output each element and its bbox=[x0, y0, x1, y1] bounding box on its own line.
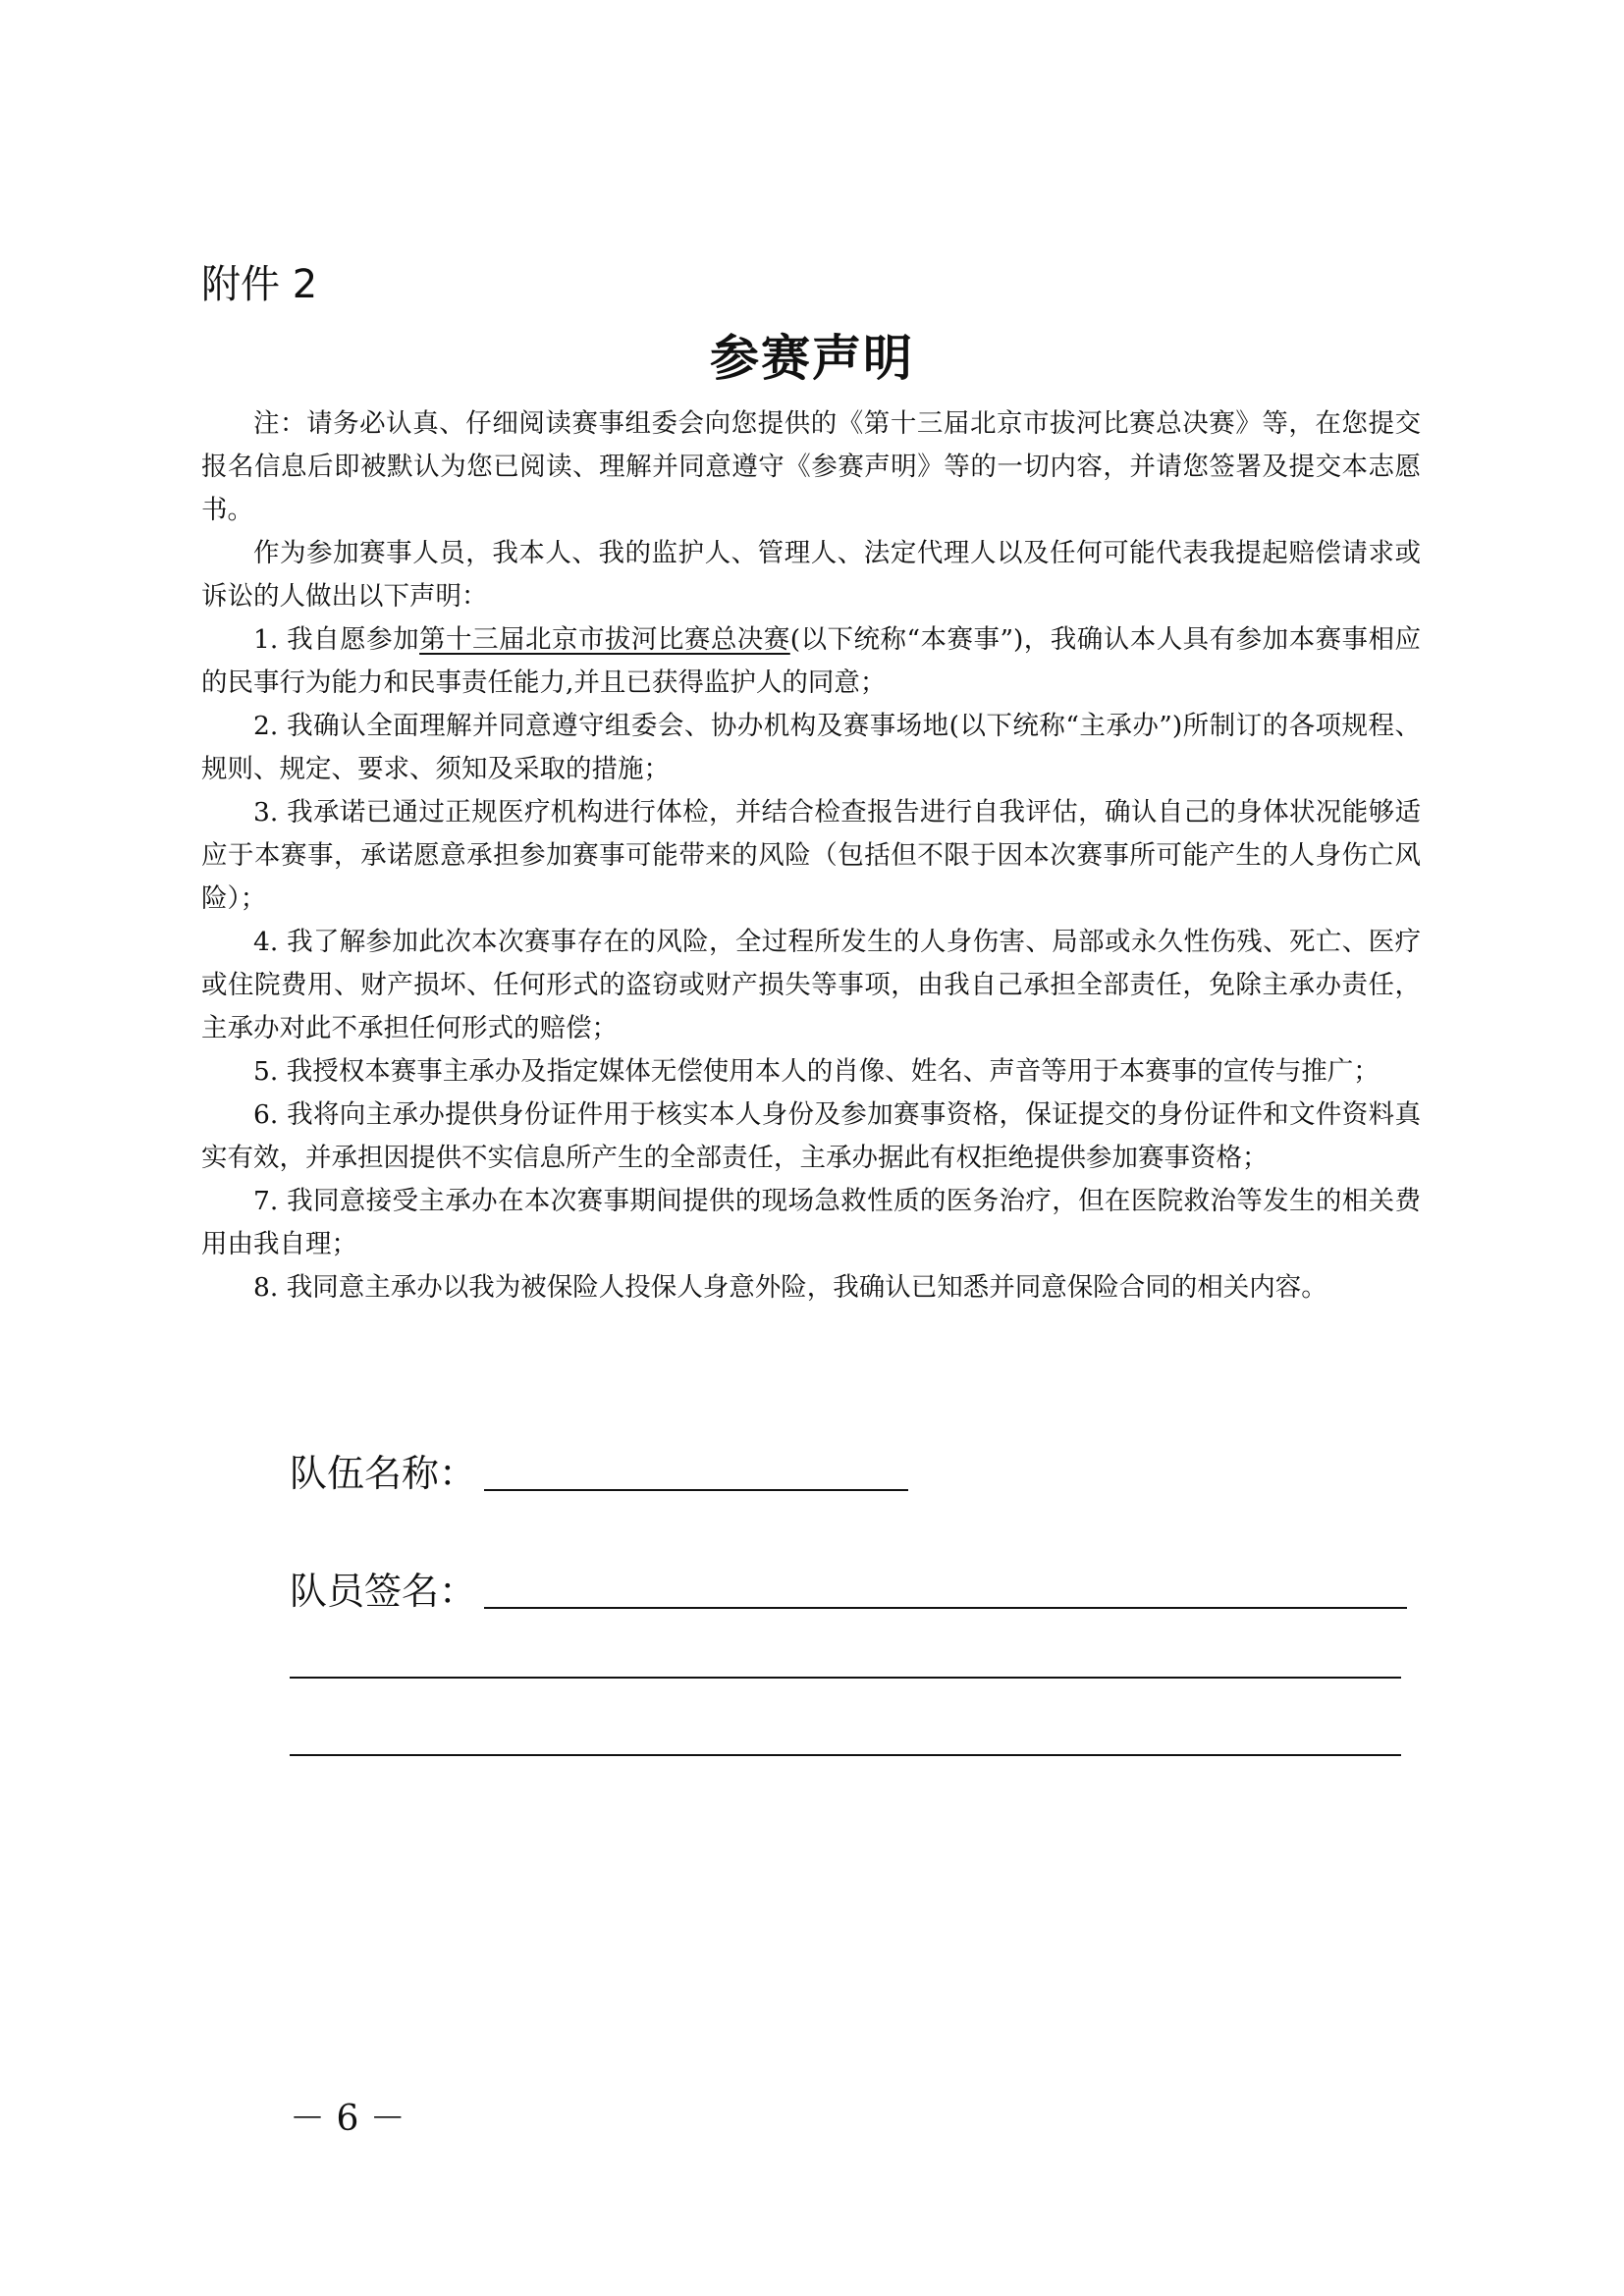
item-4: 4. 我了解参加此次本次赛事存在的风险，全过程所发生的人身伤害、局部或永久性伤残、死亡、医疗或住院费用、财产损坏、任何形式的盗窃或财产损失等事项，由我自己承担全部责任，免除主承办责任，主承办对此不承担任何形式的赔偿； bbox=[201, 927, 1421, 1043]
item-1-prefix: 1. 我自愿参加 bbox=[253, 624, 420, 655]
item-6: 6. 我将向主承办提供身份证件用于核实本人身份及参加赛事资格，保证提交的身份证件和文件资料真实有效，并承担因提供不实信息所产生的全部责任，主承办据此有权拒绝提供参加赛事资格； bbox=[201, 1099, 1421, 1173]
intro-paragraph: 作为参加赛事人员，我本人、我的监护人、管理人、法定代理人以及任何可能代表我提起赔偿请求或诉讼的人做出以下声明： bbox=[201, 538, 1421, 612]
item-5: 5. 我授权本赛事主承办及指定媒体无偿使用本人的肖像、姓名、声音等用于本赛事的宣传与推广； bbox=[253, 1056, 1380, 1087]
item-7: 7. 我同意接受主承办在本次赛事期间提供的现场急救性质的医务治疗，但在医院救治等发生的相关费用由我自理； bbox=[201, 1186, 1421, 1259]
declaration-body bbox=[201, 402, 1421, 1309]
page-title: 参赛声明 bbox=[710, 329, 914, 387]
member-sign-line-1[interactable] bbox=[484, 1607, 1407, 1609]
item-1-suffix: (以下统称“本赛事”)，我确认本人具有参加本赛事相应的民事行为能力和民事责任能力,并且已获得监护人的同意； bbox=[201, 624, 1421, 698]
page-number: － 6 － bbox=[290, 2099, 406, 2139]
event-name: 第十三届北京市拔河比赛总决赛 bbox=[419, 624, 790, 655]
team-name-input-line[interactable] bbox=[484, 1489, 908, 1491]
note-paragraph: 注：请务必认真、仔细阅读赛事组委会向您提供的《第十三届北京市拔河比赛总决赛》等，在您提交报名信息后即被默认为您已阅读、理解并同意遵守《参赛声明》等的一切内容，并请您签署及提交本志愿书。 bbox=[201, 408, 1421, 525]
team-name-label: 队伍名称： bbox=[290, 1452, 477, 1495]
item-2: 2. 我确认全面理解并同意遵守组委会、协办机构及赛事场地(以下统称“主承办”)所制订的各项规程、规则、规定、要求、须知及采取的措施； bbox=[201, 711, 1421, 784]
item-3: 3. 我承诺已通过正规医疗机构进行体检，并结合检查报告进行自我评估，确认自己的身体状况能够适应于本赛事，承诺愿意承担参加赛事可能带来的风险（包括但不限于因本次赛事所可能产生的人身伤亡风险）； bbox=[201, 797, 1421, 914]
item-1 bbox=[201, 618, 1421, 705]
item-8: 8. 我同意主承办以我为被保险人投保人身意外险，我确认已知悉并同意保险合同的相关内容。 bbox=[253, 1272, 1327, 1303]
member-sign-label: 队员签名： bbox=[290, 1570, 477, 1613]
member-sign-field bbox=[290, 1561, 1407, 1615]
member-sign-line-2[interactable] bbox=[290, 1677, 1401, 1679]
attachment-label: 附件 2 bbox=[201, 262, 318, 307]
member-sign-line-3[interactable] bbox=[290, 1754, 1401, 1756]
team-name-field bbox=[290, 1443, 908, 1497]
